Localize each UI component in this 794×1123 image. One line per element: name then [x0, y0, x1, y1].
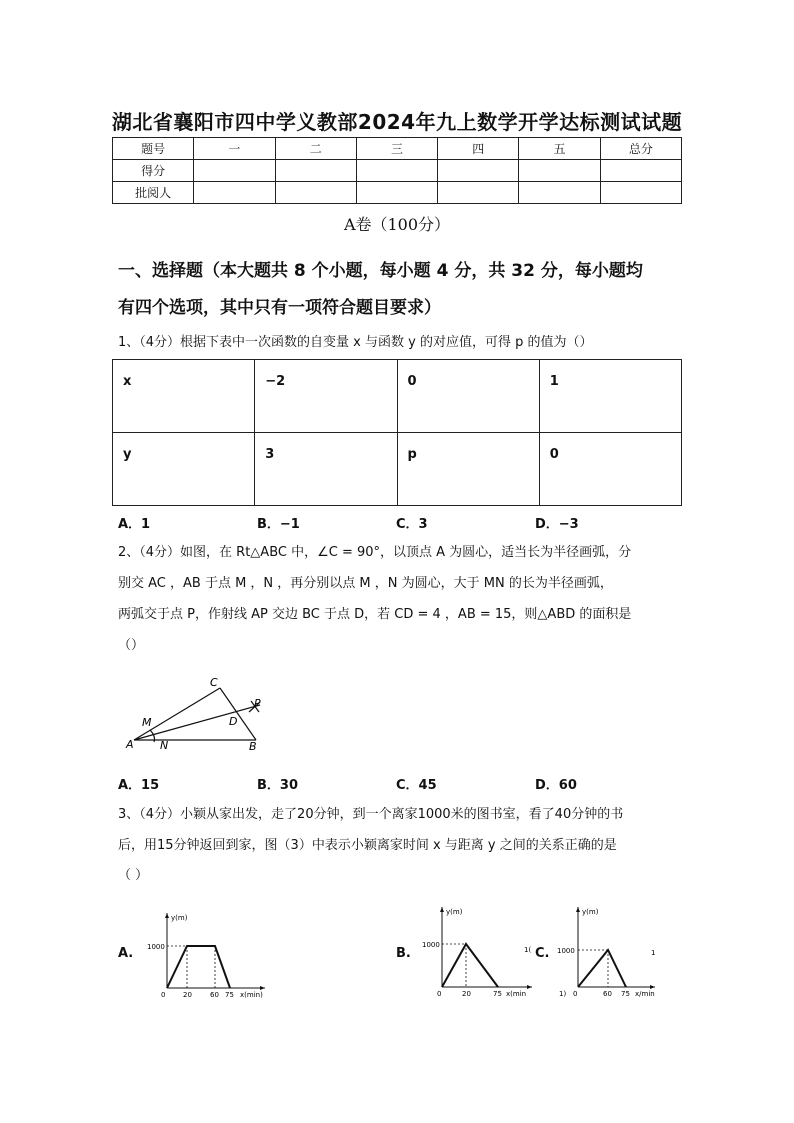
graph-c-prefix-text: 1) — [559, 990, 567, 998]
y-tick: 1000 — [557, 947, 575, 955]
x-tick: 0 — [437, 990, 442, 998]
score-table-header-row — [113, 138, 682, 160]
q2-line2: 别交 AC ，AB 于点 M ，N ，再分别以点 M ，N 为圆心，大于 MN 的长为半径画弧， — [118, 576, 613, 591]
part1-heading-line2: 有四个选项，其中只有一项符合题目要求） — [118, 298, 441, 318]
q1-option-c[interactable]: C．3 — [396, 517, 428, 532]
q3-line1: 3、（4分）小颖从家出发，走了20分钟，到一个离家1000米的图书室，看了40分钟的书 — [118, 807, 624, 822]
score-header-cell: 一 — [194, 138, 275, 160]
q1-cell: −2 — [255, 360, 397, 433]
x-tick: 75 — [225, 991, 234, 999]
part1-heading-line1: 一、选择题（本大题共 8 个小题，每小题 4 分，共 32 分，每小题均 — [118, 261, 643, 281]
graph-line — [578, 950, 626, 987]
segment-ac — [134, 688, 220, 740]
q1-cell: 0 — [539, 433, 681, 506]
q3-line3: （ ） — [118, 868, 149, 883]
label-a: A — [126, 738, 134, 751]
y-tick: 1000 — [147, 943, 165, 951]
x-tick: 75 — [621, 990, 630, 998]
q1-stem: 1、（4分）根据下表中一次函数的自变量 x 与函数 y 的对应值，可得 p 的值为（） — [118, 335, 593, 350]
q3-graph-b — [420, 902, 535, 1002]
q2-line1: 2、（4分）如图，在 Rt△ABC 中，∠C = 90°，以顶点 A 为圆心，适当长为半径画弧，分 — [118, 545, 632, 560]
q3-option-b[interactable]: B. — [396, 946, 411, 961]
label-p: P — [254, 697, 261, 710]
x-axis-label: x/min — [635, 990, 655, 998]
score-cell — [438, 160, 519, 182]
q2-option-d[interactable]: D．60 — [535, 778, 577, 793]
score-cell — [600, 160, 681, 182]
score-cell — [194, 160, 275, 182]
x-tick: 20 — [462, 990, 471, 998]
section-a-title: A卷（100分） — [343, 215, 451, 234]
x-axis-label: x(min) — [240, 991, 263, 999]
score-cell — [275, 160, 356, 182]
q3-option-a[interactable]: A. — [118, 946, 134, 961]
score-header-cell: 五 — [519, 138, 600, 160]
q1-cell: p — [397, 433, 539, 506]
x-axis-label: x(min — [506, 990, 527, 998]
label-b: B — [249, 740, 257, 753]
q2-line4: （） — [118, 638, 145, 653]
score-row-label: 批阅人 — [113, 182, 194, 204]
x-tick: 20 — [183, 991, 192, 999]
q2-line3: 两弧交于点 P，作射线 AP 交边 BC 于点 D，若 CD = 4 ，AB = 15，则△ABD 的面积是 — [118, 607, 632, 622]
q1-option-b[interactable]: B．−1 — [257, 517, 300, 532]
score-cell — [519, 160, 600, 182]
y-axis-label: y(m) — [582, 908, 599, 916]
score-cell — [356, 160, 437, 182]
score-cell — [194, 182, 275, 204]
q1-cell: 1 — [539, 360, 681, 433]
x-tick: 75 — [493, 990, 502, 998]
score-table-row — [113, 182, 682, 204]
q2-option-c[interactable]: C．45 — [396, 778, 437, 793]
score-cell — [519, 182, 600, 204]
q3-graph-a — [145, 908, 270, 1003]
score-header-cell: 题号 — [113, 138, 194, 160]
score-header-cell: 三 — [356, 138, 437, 160]
score-table-row — [113, 160, 682, 182]
q2-option-b[interactable]: B．30 — [257, 778, 298, 793]
page-title: 湖北省襄阳市四中学义教部2024年九上数学开学达标测试试题 — [111, 110, 683, 134]
x-tick: 0 — [573, 990, 578, 998]
score-header-cell: 二 — [275, 138, 356, 160]
q1-cell: x — [113, 360, 255, 433]
score-cell — [275, 182, 356, 204]
graph-b-edge-text: 1( — [524, 946, 532, 954]
q2-triangle-figure — [118, 670, 278, 755]
label-m: M — [142, 716, 152, 729]
q1-value-table — [112, 359, 682, 506]
score-header-cell: 总分 — [600, 138, 681, 160]
q1-cell: 0 — [397, 360, 539, 433]
q1-cell: y — [113, 433, 255, 506]
label-n: N — [160, 739, 169, 752]
y-tick: 1000 — [422, 941, 440, 949]
y-axis-label: y(m) — [446, 908, 463, 916]
q3-line2: 后，用15分钟返回到家，图（3）中表示小颖离家时间 x 与距离 y 之间的关系正确的是 — [118, 838, 617, 853]
graph-line — [442, 944, 498, 987]
y-axis-label: y(m) — [171, 914, 188, 922]
q1-row-x — [113, 360, 682, 433]
q1-option-d[interactable]: D．−3 — [535, 517, 579, 532]
x-tick: 60 — [210, 991, 219, 999]
graph-c-edge-text: 1 — [651, 949, 656, 957]
q3-option-c[interactable]: C. — [535, 946, 550, 961]
q1-cell: 3 — [255, 433, 397, 506]
q1-option-a[interactable]: A．1 — [118, 517, 151, 532]
score-table — [112, 137, 682, 204]
score-row-label: 得分 — [113, 160, 194, 182]
q2-option-a[interactable]: A．15 — [118, 778, 160, 793]
x-tick: 0 — [161, 991, 166, 999]
score-cell — [438, 182, 519, 204]
q3-graph-c — [553, 902, 663, 1002]
q1-row-y — [113, 433, 682, 506]
graph-line — [167, 946, 230, 988]
score-header-cell: 四 — [438, 138, 519, 160]
score-cell — [600, 182, 681, 204]
label-d: D — [229, 715, 238, 728]
score-cell — [356, 182, 437, 204]
x-tick: 60 — [603, 990, 612, 998]
label-c: C — [210, 676, 218, 689]
